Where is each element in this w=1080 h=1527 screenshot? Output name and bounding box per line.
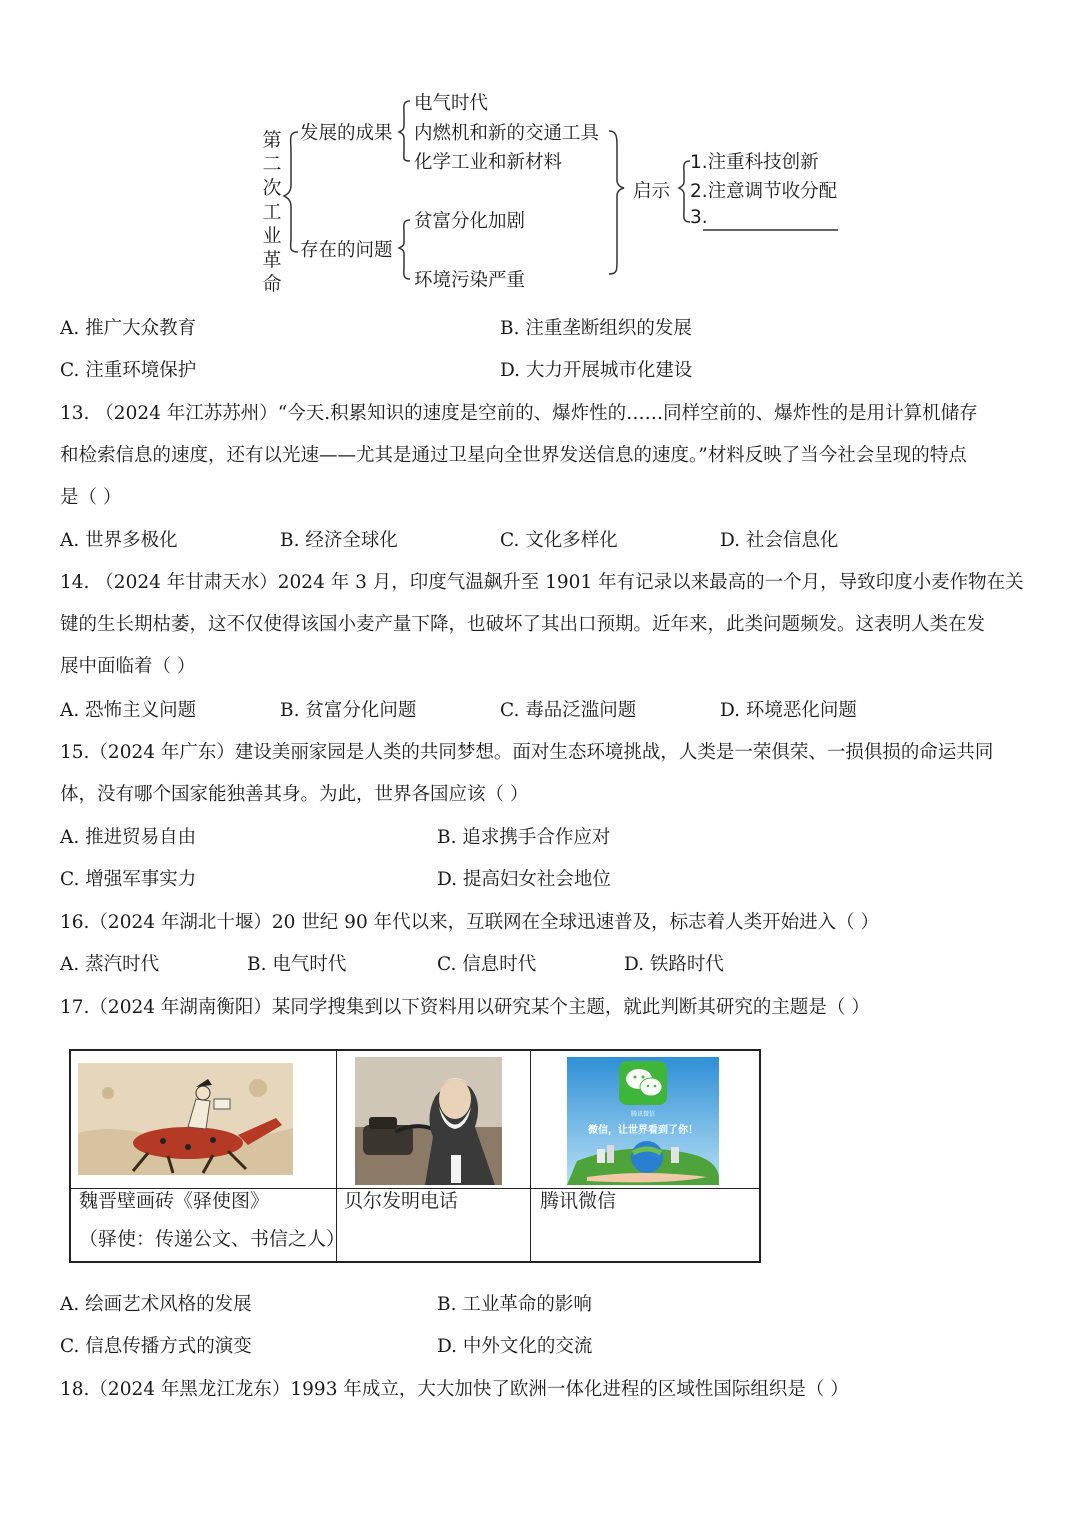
problem-item: 贫富分化加剧 <box>414 211 526 232</box>
achievement-item: 内燃机和新的交通工具 <box>414 123 600 144</box>
achievements-label: 发展的成果 <box>300 123 393 144</box>
q13-option-b: B. 经济全球化 <box>280 530 398 551</box>
q14-option-a: A. 恐怖主义问题 <box>60 700 197 721</box>
achievement-item: 化学工业和新材料 <box>414 152 563 173</box>
q12-option-b: B. 注重垄断组织的发展 <box>500 318 692 339</box>
insight-item: 3. <box>690 207 708 228</box>
q16-option-d: D. 铁路时代 <box>624 954 724 975</box>
table-cell-caption: 魏晋壁画砖《驿使图》 <box>79 1190 270 1212</box>
table-cell-caption: （驿使：传递公文、书信之人） <box>79 1228 346 1250</box>
q12-option-c: C. 注重环境保护 <box>60 360 197 381</box>
bell-telephone-image <box>355 1057 502 1185</box>
q14-stem-line: 键的生长期枯萎，这不仅使得该国小麦产量下降，也破坏了其出口预期。近年来，此类问题频发。这表明人类在发 <box>60 614 986 635</box>
q17-option-c: C. 信息传播方式的演变 <box>60 1336 252 1357</box>
problems-label: 存在的问题 <box>300 240 393 261</box>
q15-stem-line: 15.（2024 年广东）建设美丽家园是人类的共同梦想。面对生态环境挑战，人类是一荣俱荣、一损俱损的命运共同 <box>60 742 994 763</box>
q14-option-b: B. 贫富分化问题 <box>280 700 417 721</box>
q16-option-b: B. 电气时代 <box>247 954 347 975</box>
q13-option-a: A. 世界多极化 <box>60 530 178 551</box>
q14-option-c: C. 毒品泛滥问题 <box>500 700 637 721</box>
q12-option-a: A. 推广大众教育 <box>60 318 197 339</box>
q18-stem-line: 18.（2024 年黑龙江龙东）1993 年成立，大大加快了欧洲一体化进程的区域性国际组织是（ ） <box>60 1379 849 1400</box>
insight-label: 启示 <box>633 181 671 202</box>
q16-option-a: A. 蒸汽时代 <box>60 954 160 975</box>
problem-item: 环境污染严重 <box>414 270 526 291</box>
courier-mural-image <box>78 1063 293 1175</box>
q16-stem-line: 16.（2024 年湖北十堰）20 世纪 90 年代以来，互联网在全球迅速普及，标志着人类开始进入（ ） <box>60 912 879 933</box>
q15-option-b: B. 追求携手合作应对 <box>437 827 611 848</box>
q13-option-d: D. 社会信息化 <box>720 530 839 551</box>
q15-option-a: A. 推进贸易自由 <box>60 827 197 848</box>
q17-option-a: A. 绘画艺术风格的发展 <box>60 1294 252 1315</box>
q15-stem-line: 体，没有哪个国家能独善其身。为此，世界各国应该（ ） <box>60 784 529 805</box>
q17-option-b: B. 工业革命的影响 <box>437 1294 592 1315</box>
q17-stem-line: 17.（2024 年湖南衡阳）某同学搜集到以下资料用以研究某个主题，就此判断其研究的主题是（ ） <box>60 997 870 1018</box>
diagram-title: 第二次工业革命 <box>262 129 282 295</box>
q15-option-c: C. 增强军事实力 <box>60 869 197 890</box>
wechat-slogan: 微信，让世界看到了你！ <box>588 1125 698 1136</box>
achievement-item: 电气时代 <box>414 93 489 114</box>
q14-stem-line: 14. （2024 年甘肃天水）2024 年 3 月，印度气温飙升至 1901 年有记录以来最高的一个月，导致印度小麦作物在关 <box>60 572 1024 593</box>
q15-option-d: D. 提高妇女社会地位 <box>437 869 611 890</box>
insight-item: 1.注重科技创新 <box>690 152 819 173</box>
q14-stem-line: 展中面临着（ ） <box>60 656 196 677</box>
wechat-logo-caption: 腾讯微信 <box>630 1111 655 1118</box>
wechat-poster-image <box>567 1057 719 1185</box>
table-cell-caption: 贝尔发明电话 <box>344 1190 459 1212</box>
q12-option-d: D. 大力开展城市化建设 <box>500 360 693 381</box>
q13-stem-line: 和检索信息的速度，还有以光速——尤其是通过卫星向全世界发送信息的速度。”材料反映了当今社会呈现的特点 <box>60 445 967 466</box>
q13-option-c: C. 文化多样化 <box>500 530 618 551</box>
q17-material-table <box>69 1049 761 1263</box>
table-cell-caption: 腾讯微信 <box>540 1190 617 1212</box>
q13-stem-line: 13. （2024 年江苏苏州）“今天.积累知识的速度是空前的、爆炸性的……同样空前的、爆炸性的是用计算机储存 <box>60 403 978 424</box>
insight-item: 2.注意调节收分配 <box>690 181 838 202</box>
q14-option-d: D. 环境恶化问题 <box>720 700 857 721</box>
q13-stem-line: 是（ ） <box>60 487 122 508</box>
q17-option-d: D. 中外文化的交流 <box>437 1336 593 1357</box>
q16-option-c: C. 信息时代 <box>437 954 537 975</box>
